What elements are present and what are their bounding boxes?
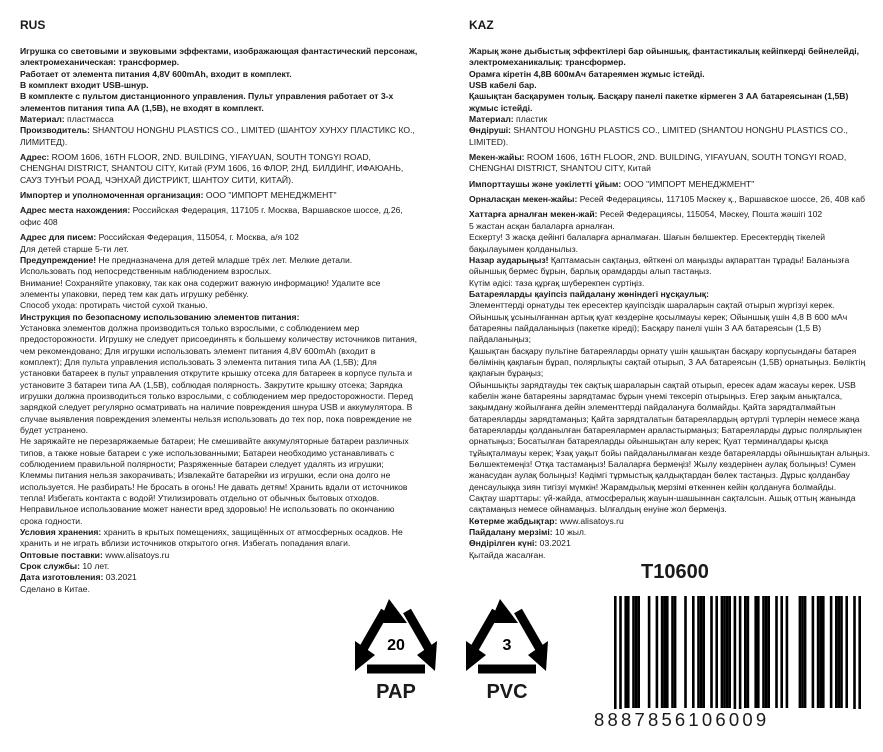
barcode-bar — [684, 596, 687, 708]
barcode-bar — [637, 596, 640, 708]
barcode-bar — [700, 596, 703, 708]
barcode-bar — [830, 596, 833, 708]
rus-address-value: ROOM 1606, 16TH FLOOR, 2ND. BUILDING, YIFAYUAN, SOUTH TONGYI ROAD, CHENGHAI DISTRICT, SHANTOU CITY, Китай (РУМ 1606, 16 ФЛОР, 2НД. БИЛДИНГ, ИФАЮАНЬ, САУЗ ТУНЪИ РОАД, ЧЭНХАЙ ДИСТРИКТ, ШАНТОУ СИТИ, КИТАЙ). — [20, 152, 404, 185]
rus-manufacture-date — [20, 572, 418, 583]
barcode-bar — [627, 596, 630, 708]
rus-letters-address — [20, 232, 418, 243]
rus-column — [20, 0, 418, 595]
rus-location — [20, 205, 418, 228]
kaz-remote-note: Қашықтан басқарумен толық. Басқару панелі пакетке кірмеген 3 АА батареясынан (1,5В) жұмыс істейді. — [469, 91, 849, 113]
kaz-attention-value: Қаптамасын сақтаңыз, өйткені ол маңызды ақпараттан тұрады! Баланызға ойыншық бермес бұрын, барлық орамдарды алып тастаңыз. — [469, 254, 850, 277]
kaz-material — [469, 114, 873, 125]
barcode-bar — [671, 596, 674, 708]
kaz-letters-value: Ресей Федерациясы, 115054, Мәскеу, Пошта жәшігі 102 — [597, 209, 823, 220]
barcode-bar — [666, 596, 669, 708]
kaz-manufacturer — [469, 125, 873, 148]
recycling-triangle-icon — [452, 593, 562, 681]
kaz-care: Күтім әдісі: таза құрғақ шүберекпен сүртіңіз. — [469, 277, 645, 288]
barcode-bar — [648, 596, 651, 708]
kaz-address — [469, 152, 873, 175]
rus-manufacturer-label: Производитель: — [20, 125, 90, 136]
barcode-bar — [822, 596, 825, 708]
rus-age: Для детей старше 5-ти лет. — [20, 243, 129, 254]
kaz-storage: Сақтау шарттары: үй-жайда, атмосфералық жауын-шашыннан сақталсын. Ашық оттың жанында сақтамаңыз немесе ойнамаңыз. Ылғалдың енуіне жол бермеңіз. — [469, 493, 856, 515]
barcode-bar — [661, 596, 664, 708]
barcode-bar — [747, 596, 750, 708]
barcode-digits: 8887856106009 — [594, 709, 872, 731]
barcode-bar — [799, 596, 802, 708]
rus-manufacturer — [20, 125, 418, 148]
rus-letters-label: Адрес для писем: — [20, 232, 97, 243]
kaz-importer-label: Импорттаушы және уәкілетті ұйым: — [469, 178, 622, 189]
rus-importer-label: Импортер и уполномоченная организация: — [20, 190, 204, 201]
rus-attention: Внимание! Сохраняйте упаковку, так как она содержит важную информацию! Удалите все элементы упаковки, перед тем как дать игрушку ребёнку. — [20, 277, 381, 299]
kaz-attention-label: Назар аударыңыз! — [469, 254, 549, 265]
recycling-abbr-pvc: PVC — [486, 681, 528, 703]
barcode-bar — [838, 596, 841, 708]
barcode-bar — [840, 596, 843, 708]
rus-location-label: Адрес места нахождения: — [20, 205, 131, 216]
barcode-bar — [754, 596, 757, 708]
rus-remote-note: В комплекте с пультом дистанционного управления. Пульт управления работает от 3-х элементов питания типа АА (1,5В), не входят в комплект. — [20, 91, 394, 113]
recycling-triangle-icon — [341, 593, 451, 681]
rus-address-label: Адрес: — [20, 152, 50, 163]
barcode-bar — [757, 596, 760, 708]
kaz-wholesale-label: Көтерме жабдықтар: — [469, 515, 558, 526]
kaz-wholesale-value: www.alisatoys.ru — [557, 515, 624, 526]
barcode-bar — [819, 596, 822, 708]
barcode-bar — [767, 596, 770, 708]
barcode-bar — [804, 596, 807, 708]
barcode-bar — [817, 596, 820, 708]
article-number: T10600 — [641, 561, 709, 583]
barcode-bar — [728, 596, 731, 708]
kaz-letters-address — [469, 209, 873, 220]
rus-warning — [20, 255, 418, 266]
rus-warning-value: Не предназначена для детей младше трёх лет. Мелкие детали. — [96, 254, 353, 265]
kaz-material-label: Материал: — [469, 114, 514, 125]
kaz-battery-remote: Қашықтан басқару пультіне батареяларды орнату үшін қашықтан басқару корпусындағы батарея бөлімінің қақпағын бұрап, полярлықты сақтай отырып, 3 АА батареясын (1,5В) орнатыңыз. Бөліктің қақпағын бұраңыз; — [469, 345, 866, 379]
barcode-bar — [624, 596, 627, 708]
kaz-service-label: Пайдалану мерзімі: — [469, 527, 553, 538]
kaz-age: 5 жастан асқан балаларға арналған. — [469, 220, 615, 231]
barcode-bar — [762, 596, 765, 708]
barcode-bar — [674, 596, 677, 708]
rus-heading: RUS — [20, 18, 46, 32]
rus-material-value: пластмасса — [64, 114, 114, 125]
rus-storage-label: Условия хранения: — [20, 527, 102, 538]
barcode-bar — [692, 596, 695, 708]
rus-product-description: Игрушка со световыми и звуковыми эффектами, изображающая фантастический персонаж, электромеханическая: трансформер. — [20, 46, 418, 68]
kaz-location — [469, 194, 873, 205]
barcode-bar — [858, 596, 861, 724]
kaz-material-value: пластик — [513, 114, 548, 125]
rus-manufacturer-value: SHANTOU HONGHU PLASTICS CO., LIMITED (ШАНТОУ ХУНХУ ПЛАСТИКС КО., ЛИМИТЕД). — [20, 125, 415, 147]
barcode-bar — [663, 596, 666, 708]
barcode-bar — [697, 596, 700, 708]
rus-wholesale — [20, 550, 418, 561]
kaz-battery-note: Орамға кіретін 4,8В 600мАч батареямен жұмыс істейді. — [469, 68, 705, 79]
kaz-battery-instructions: Элементтерді орнатуды тек ересектер қауіпсіздік шараларын сақтай отырып жүргізуі керек. Ойыншық ұсынылғаннан артық қуат көздеріне қосылмауы керек; Ойыншық үшін 4,8 В 600 мАч батареяны пайдаланыңыз (пакетке кіреді); Басқару панелі үшін 3 АА батареясын (1,5 В) пайдаланыңыз; — [469, 300, 848, 345]
kaz-battery-warnings: Ойыншықты зарядтауды тек сақтық шараларын сақтай отырып, ересек адам жасауы керек. USB кабелін және батареяны зарядтамас бұрын үнемі тексеріп отырыңыз. Егер зақым анықталса, зақымдану жойылғанға дейін элементтерді пайдалануға болмайды. Қайта зарядталмайтын батареяларды зарядтамаңыз; Қайта зарядталатын батареялардың әртүрлі түрлерін немесе жаңа батареяларды қолданылған батареялармен араластырмаңыз; Батареяларды дұрыс полярлықпен орнатыңыз; Босатылған батареяларды ойыншықтан алу керек; Қуат терминалдары қысқа тұйықталмауы керек; Ұзақ уақыт бойы пайдаланылмаған кезде батареяларды ойыншықтан алыңыз. Бөлшектемеңіз! Отқа тастамаңыз! Балаларға бермеңіз! Жылу көздерінен аулақ болыңыз! Сумен жанасудан аулақ болыңыз! Кәдімгі тұрмыстық қалдықтардан бөлек тастаңыз. Дұрыс қолданбау денсаулыққа зиян тигізуі мүмкін! Жарамдылық мерзімі өткеннен кейін қолдануға болмайды. — [469, 379, 871, 492]
rus-battery-warnings: Не заряжайте не перезаряжаемые батареи; Не смешивайте аккумуляторные батареи различных типов, а также новые батареи с уже использованными; Батареи необходимо устанавливать с соблюдением правильной полярности; Разряженные батареи следует удалять из игрушки; Клеммы питания нельзя закорачивать; Извлекайте батарейки из игрушки, если она долго не используется. Не разбирать! Не бросать в огонь! Не давать детям! Хранить вдали от источников тепла! Избегать контакта с водой! Утилизировать отдельно от обычных бытовых отходов. Неправильное использование может нанести вред здоровью! Не использовать по окончанию срока годности. — [20, 436, 409, 526]
rus-date-value: 03.2021 — [103, 572, 137, 583]
barcode-bar — [723, 596, 726, 708]
barcode-bar — [765, 596, 768, 708]
barcode-bar — [786, 596, 789, 708]
barcode-bar — [656, 596, 659, 708]
kaz-column — [469, 0, 873, 561]
barcode-bar — [739, 596, 742, 724]
rus-warning-label: Предупреждение! — [20, 254, 97, 265]
rus-address — [20, 152, 418, 186]
rus-made-in: Сделано в Китае. — [20, 583, 90, 594]
kaz-importer — [469, 179, 873, 190]
barcode-bar — [775, 596, 778, 708]
rus-battery-note: Работает от элемента питания 4,8V 600mAh, входит в комплект. — [20, 68, 292, 79]
kaz-heading: KAZ — [469, 18, 494, 32]
barcode-bar — [632, 596, 635, 708]
recycling-mark-pvc — [452, 593, 562, 703]
kaz-manufacturer-label: Өндіруші: — [469, 125, 512, 136]
rus-wholesale-value: www.alisatoys.ru — [102, 549, 170, 560]
barcode-bar — [614, 596, 617, 724]
barcode-bar — [801, 596, 804, 708]
kaz-attention — [469, 255, 873, 278]
recycling-mark-pap — [341, 593, 451, 703]
kaz-date-value: 03.2021 — [537, 538, 571, 549]
rus-service-life — [20, 561, 418, 572]
kaz-date-label: Өндірілген күні: — [469, 538, 538, 549]
kaz-made-in: Қытайда жасалған. — [469, 549, 546, 560]
barcode-bar — [702, 596, 705, 708]
rus-service-value: 10 лет. — [80, 561, 110, 572]
recycling-number-pvc: 3 — [502, 637, 512, 654]
barcode-bar — [812, 596, 815, 708]
barcode-bar — [744, 596, 747, 708]
rus-material — [20, 114, 418, 125]
kaz-location-label: Орналасқан мекен-жайы: — [469, 194, 578, 205]
rus-storage-value: хранить в крытых помещениях, защищённых от атмосферных осадков. Не хранить и не играть вблизи источников открытого огня. Избегать попадания влаги. — [20, 527, 403, 549]
recycling-number-pap: 20 — [387, 637, 405, 654]
kaz-importer-value: ООО "ИМПОРТ МЕНЕДЖМЕНТ" — [621, 178, 755, 189]
kaz-wholesale — [469, 516, 873, 527]
barcode-bar — [780, 596, 783, 708]
kaz-service-life — [469, 527, 873, 538]
rus-importer — [20, 190, 418, 201]
rus-importer-value: ООО "ИМПОРТ МЕНЕДЖМЕНТ" — [203, 190, 337, 201]
rus-care: Способ ухода: протирать чистой сухой тканью. — [20, 300, 208, 311]
kaz-letters-label: Хаттарға арналған мекен-жай: — [469, 209, 598, 220]
rus-battery-heading: Инструкция по безопасному использованию элементов питания: — [20, 311, 300, 322]
barcode-bar — [845, 596, 848, 708]
barcode-bar — [715, 596, 718, 708]
rus-location-value: Российская Федерация, 117105 г. Москва, Варшавское шоссе, д.26, офис 408 — [20, 205, 403, 227]
kaz-address-label: Мекен-жайы: — [469, 152, 525, 163]
kaz-manufacture-date — [469, 538, 873, 549]
kaz-warning: Ескерту! 3 жасқа дейінгі балаларға арналмаған. Шағын бөлшектер. Ересектердің тікелей бақылауымен қолданылыз. — [469, 232, 826, 254]
barcode-bar — [734, 596, 737, 724]
kaz-manufacturer-value: SHANTOU HONGHU PLASTICS CO., LIMITED (SHANTOU HONGHU PLASTICS CO., LIMITED). — [469, 125, 848, 147]
rus-material-label: Материал: — [20, 114, 65, 125]
recycling-abbr-pap: PAP — [376, 681, 416, 703]
barcode-bar — [635, 596, 638, 708]
barcode-bar — [726, 596, 729, 708]
rus-date-label: Дата изготовления: — [20, 572, 104, 583]
barcode-bar — [710, 596, 713, 708]
rus-letters-value: Российская Федерация, 115054, г. Москва, а/я 102 — [96, 232, 299, 243]
kaz-usb-note: USB кабелі бар. — [469, 80, 537, 91]
rus-wholesale-label: Оптовые поставки: — [20, 549, 103, 560]
rus-usb-note: В комплект входит USB-шнур. — [20, 80, 149, 91]
kaz-address-value: ROOM 1606, 16TH FLOOR, 2ND. BUILDING, YIFAYUAN, SOUTH TONGYI ROAD, CHENGHAI DISTRICT, SHANTOU CITY, Китай — [469, 152, 847, 174]
barcode-bar — [853, 596, 856, 724]
rus-storage — [20, 527, 418, 550]
kaz-location-value: Ресей Федерациясы, 117105 Мәскеу қ., Варшавское шоссе, 26, 408 каб — [577, 194, 866, 205]
barcode-bar — [721, 596, 724, 708]
barcode-bar — [835, 596, 838, 708]
rus-service-label: Срок службы: — [20, 561, 81, 572]
kaz-service-value: 10 жыл. — [552, 527, 587, 538]
rus-supervision: Использовать под непосредственным наблюдением взрослых. — [20, 266, 272, 277]
barcode-bar — [619, 596, 622, 724]
kaz-product-description: Жарық және дыбыстық эффектілері бар ойыншық, фантастикалық кейіпкерді бейнелейді, электромеханикалық: трансформер. — [469, 46, 860, 68]
rus-battery-instructions: Установка элементов должна производиться только взрослыми, с соблюдением мер предосторожности. Игрушку не следует присоединять к большему количеству источников питания, чем рекомендовано; Для игрушки использовать элемент питания 4,8V 600mAh (входит в комплект); Для пульта управления использовать 3 элемента питания типа АА (1,5В); Для установки батареек в пульт управления открутите крышку отсека для батареек в корпусе пульта и установите 3 батареи типа АА (1,5В), соблюдая полярность. Закрутите крышку отсека; Зарядка игрушки должна производиться только взрослыми, с соблюдением мер предосторожности. Перед зарядкой следует регулярно осматривать на наличие повреждения шнура USB и аккумулятора. В случае выявления повреждения элементы нельзя использовать до тех пор, пока повреждение не будет устранено. — [20, 322, 417, 435]
kaz-battery-heading: Батареяларды қауіпсіз пайдалану жөніндегі нұсқаулық: — [469, 288, 709, 299]
